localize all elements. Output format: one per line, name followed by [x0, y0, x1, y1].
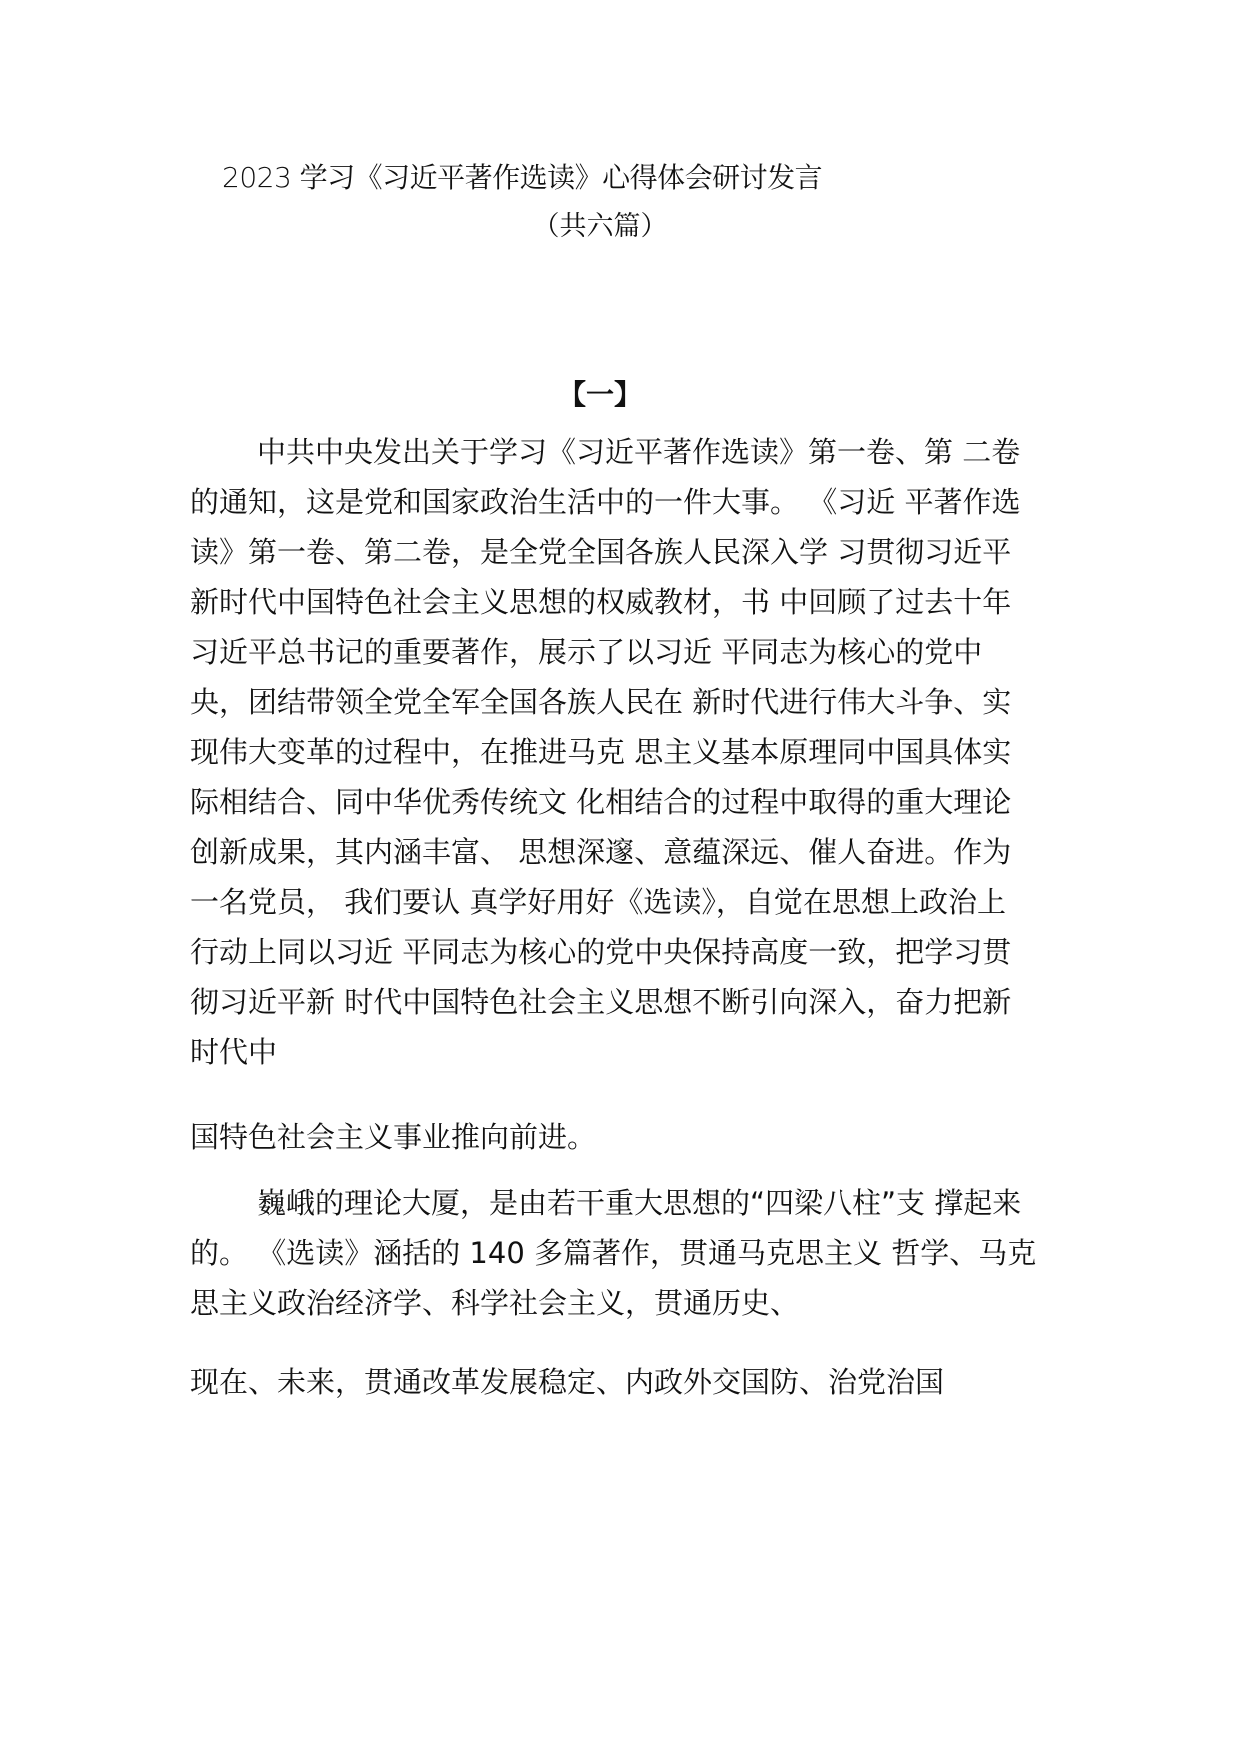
paragraph-line: 央，团结带领全党全军全国各族人民在 新时代进行伟大斗争、实: [190, 685, 1012, 719]
paragraph-line: 创新成果，其内涵丰富、 思想深邃、意蕴深远、催人奋进。作为: [190, 835, 1012, 869]
paragraph-line: 现在、未来，贯通改革发展稳定、内政外交国防、治党治国: [190, 1365, 945, 1399]
paragraph-line: 思主义政治经济学、科学社会主义，贯通历史、: [190, 1286, 800, 1320]
document-title: 2023 学习《习近平著作选读》心得体会研讨发言: [222, 161, 823, 194]
section-heading: 【一】: [557, 378, 642, 411]
paragraph-line: 新时代中国特色社会主义思想的权威教材，书 中回顾了过去十年: [190, 585, 1012, 619]
paragraph-line: 中共中央发出关于学习《习近平著作选读》第一卷、第 二卷: [257, 435, 1021, 469]
paragraph-line: 际相结合、同中华优秀传统文 化相结合的过程中取得的重大理论: [190, 785, 1012, 819]
paragraph-line: 巍峨的理论大厦，是由若干重大思想的“四梁八柱”支 撑起来: [257, 1186, 1022, 1220]
paragraph-line: 的。 《选读》涵括的 140 多篇著作，贯通马克思主义 哲学、马克: [190, 1236, 1037, 1270]
paragraph-line: 习近平总书记的重要著作，展示了以习近 平同志为核心的党中: [190, 635, 983, 669]
paragraph-line: 一名党员， 我们要认 真学好用好《选读》，自觉在思想上政治上: [190, 885, 1006, 919]
paragraph-line: 国特色社会主义事业推向前进。: [190, 1120, 597, 1154]
paragraph-line: 现伟大变革的过程中，在推进马克 思主义基本原理同中国具体实: [190, 735, 1012, 769]
paragraph-line: 彻习近平新 时代中国特色社会主义思想不断引向深入，奋力把新: [190, 985, 1012, 1019]
paragraph-line: 时代中: [190, 1035, 278, 1069]
paragraph-line: 读》第一卷、第二卷，是全党全国各族人民深入学 习贯彻习近平: [190, 535, 1012, 569]
paragraph-line: 行动上同以习近 平同志为核心的党中央保持高度一致，把学习贯: [190, 935, 1012, 969]
document-subtitle: （共六篇）: [532, 211, 668, 242]
paragraph-line: 的通知，这是党和国家政治生活中的一件大事。 《习近 平著作选: [190, 485, 1021, 519]
